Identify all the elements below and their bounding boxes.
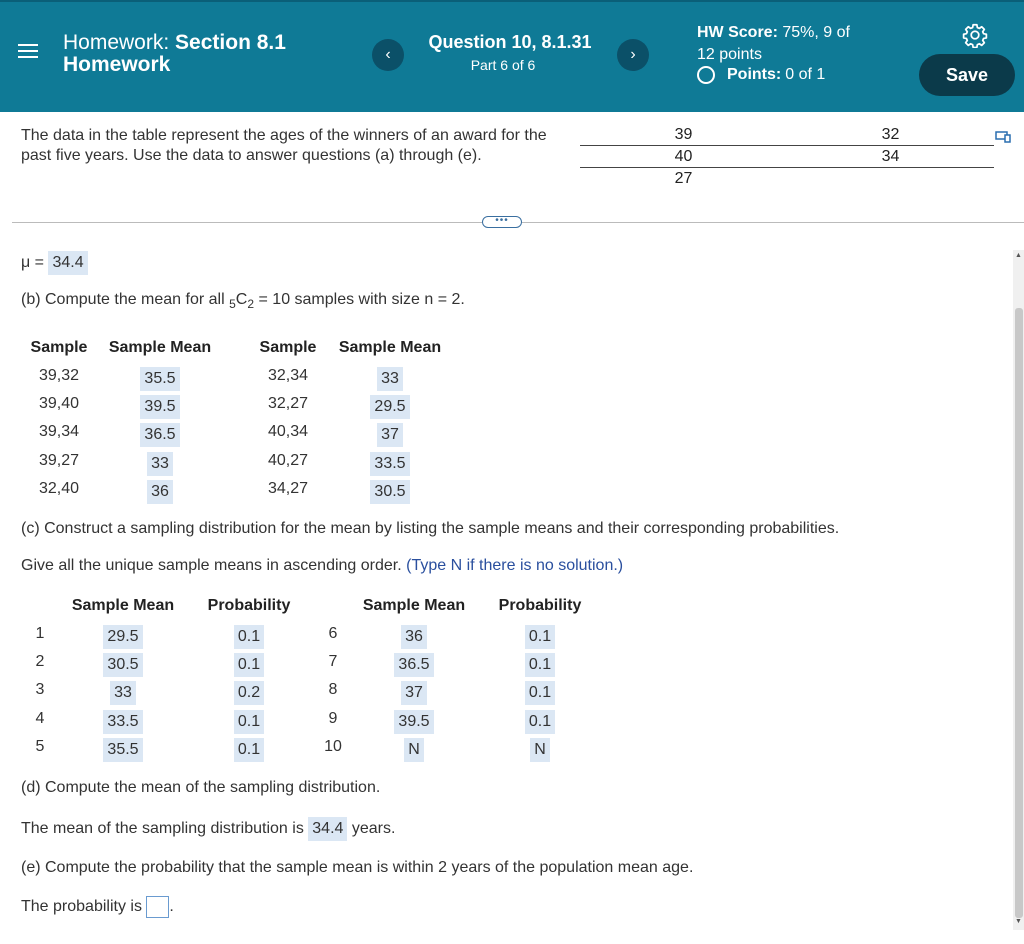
sample-pair (21, 423, 97, 441)
probability-input[interactable] (146, 896, 169, 918)
comb-sub: 2 (247, 297, 255, 312)
dist-mean-answer-value[interactable]: 30.5 (103, 653, 142, 677)
dist-mean-answer[interactable] (68, 653, 178, 677)
sample-mean-answer[interactable] (334, 480, 446, 504)
dist-mean-answer-value[interactable]: 36.5 (394, 653, 433, 677)
circle-icon (697, 66, 715, 84)
sample-pair-value: 32,34 (267, 367, 309, 384)
sample-mean-answer[interactable] (334, 367, 446, 391)
dist-prob-answer[interactable] (490, 625, 590, 649)
dist-mean-answer-value[interactable]: 37 (401, 681, 427, 705)
data-cell (787, 168, 994, 190)
part-d-answer-post: years. (351, 820, 396, 837)
dist-prob-answer-value[interactable]: 0.1 (234, 710, 264, 734)
part-b-prompt (21, 291, 465, 311)
dist-mean-answer[interactable] (358, 653, 470, 677)
row-number-value: 8 (328, 681, 338, 698)
row-number (25, 625, 55, 643)
row-number-value: 4 (35, 710, 45, 727)
hw-section: Section 8.1 (175, 31, 286, 54)
menu-icon[interactable] (18, 40, 38, 60)
header-sample-2: Sample (259, 339, 317, 356)
sample-pair (250, 367, 326, 385)
row-number-value: 3 (35, 681, 45, 698)
next-question-button[interactable]: › (617, 39, 649, 71)
header-dist-mean-2: Sample Mean (362, 597, 466, 614)
comb-c: C (235, 291, 248, 308)
sample-mean-answer[interactable] (104, 367, 216, 391)
sample-mean-answer[interactable] (334, 452, 446, 476)
mu-line (21, 251, 88, 275)
sample-mean-answer[interactable] (104, 480, 216, 504)
points-label: Points: (727, 66, 782, 83)
data-cell: 39 (674, 126, 693, 143)
part-d-answer-pre: The mean of the sampling distribution is (21, 820, 304, 837)
row-number-value: 5 (35, 738, 45, 755)
part-e-answer-pre: The probability is (21, 898, 142, 916)
dist-mean-answer-value[interactable]: N (404, 738, 424, 762)
sample-mean-value[interactable]: 35.5 (140, 367, 179, 391)
points-value: 0 of 1 (785, 66, 826, 83)
sample-mean-value[interactable]: 33 (147, 452, 173, 476)
sample-mean-value[interactable]: 39.5 (140, 395, 179, 419)
sample-pair (250, 480, 326, 498)
dist-prob-answer-value[interactable]: 0.1 (234, 738, 264, 762)
sample-pair (21, 367, 97, 385)
row-number-value: 1 (35, 625, 45, 642)
expand-more-button[interactable]: ••• (482, 216, 522, 228)
dist-mean-answer[interactable] (358, 738, 470, 762)
question-title: Question 10, 8.1.31 (428, 32, 592, 52)
dist-prob-answer[interactable] (200, 625, 298, 649)
hw-line2: Homework (63, 53, 171, 76)
data-cell: 27 (674, 170, 693, 187)
dist-mean-answer-value[interactable]: 35.5 (103, 738, 142, 762)
dist-mean-answer[interactable] (68, 710, 178, 734)
sample-mean-value[interactable]: 37 (377, 423, 403, 447)
dist-mean-answer[interactable] (358, 625, 470, 649)
header-mean-1: Sample Mean (108, 339, 212, 356)
header-dist-mean-1: Sample Mean (71, 597, 175, 614)
dist-prob-answer-value[interactable]: 0.1 (525, 681, 555, 705)
dist-mean-answer-value[interactable]: 33.5 (103, 710, 142, 734)
sample-pair-value: 39,34 (38, 423, 80, 440)
dist-mean-answer-value[interactable]: 29.5 (103, 625, 142, 649)
dist-prob-answer[interactable] (200, 653, 298, 677)
data-cell: 40 (674, 148, 693, 165)
data-cell: 32 (881, 126, 900, 143)
header-sample-1: Sample (30, 339, 88, 356)
part-b-prompt-start: (b) Compute the mean for all (21, 291, 225, 308)
sample-pair-value: 32,40 (38, 480, 80, 497)
hint-text: (Type N if there is no solution.) (406, 557, 624, 574)
distribution-mean-answer[interactable]: 34.4 (308, 817, 347, 841)
sample-pair (21, 452, 97, 470)
part-c-prompt: (c) Construct a sampling distribution for the mean by listing the sample means and their corresponding probabilities. (21, 520, 840, 537)
row-number (315, 625, 351, 643)
row-number (315, 738, 351, 756)
part-d-answer-line (21, 817, 395, 841)
dist-prob-answer-value[interactable]: 0.1 (525, 625, 555, 649)
dist-prob-answer[interactable] (490, 653, 590, 677)
scroll-down-icon[interactable]: ▼ (1015, 918, 1022, 925)
sample-mean-answer[interactable] (104, 452, 216, 476)
question-part: Part 6 of 6 (470, 57, 536, 73)
row-number (315, 681, 351, 699)
dist-mean-answer-value[interactable]: 36 (401, 625, 427, 649)
mu-label: μ = (21, 254, 45, 271)
sample-mean-value[interactable]: 33 (377, 367, 403, 391)
sample-pair-value: 34,27 (267, 480, 309, 497)
hw-score (697, 22, 850, 66)
row-number-value: 6 (328, 625, 338, 642)
dist-prob-answer-value[interactable]: 0.1 (234, 625, 264, 649)
header-dist-prob-1: Probability (207, 597, 291, 614)
comb-pre: 5 (229, 297, 236, 312)
dist-mean-answer[interactable] (68, 681, 178, 705)
part-e-answer-post: . (169, 898, 174, 916)
dist-prob-answer[interactable] (490, 681, 590, 705)
sample-pair (250, 452, 326, 470)
sample-mean-value[interactable]: 36.5 (140, 423, 179, 447)
scroll-up-icon[interactable]: ▲ (1015, 252, 1022, 259)
row-number-value: 7 (328, 653, 338, 670)
sample-mean-value[interactable]: 30.5 (370, 480, 409, 504)
part-c-instruction (21, 557, 623, 575)
hw-prefix: Homework: (63, 31, 170, 54)
dist-prob-answer[interactable] (200, 710, 298, 734)
dist-prob-answer[interactable] (200, 738, 298, 762)
data-row (580, 146, 994, 168)
part-d-prompt: (d) Compute the mean of the sampling distribution. (21, 779, 381, 796)
sample-mean-answer[interactable] (104, 423, 216, 447)
points-display (697, 66, 825, 84)
header-bar (0, 0, 1024, 112)
sample-mean-answer[interactable] (334, 395, 446, 419)
copy-data-icon[interactable] (995, 131, 1011, 143)
dist-mean-answer[interactable] (358, 681, 470, 705)
instruction-text: Give all the unique sample means in ascending order. (21, 557, 402, 574)
sample-mean-answer[interactable] (334, 423, 446, 447)
scrollbar-thumb[interactable] (1015, 308, 1023, 918)
row-number (25, 681, 55, 699)
sample-pair-value: 40,34 (267, 423, 309, 440)
dist-mean-answer[interactable] (358, 710, 470, 734)
row-number-value: 9 (328, 710, 338, 727)
part-b-prompt-end: = 10 samples with size n = 2. (258, 291, 465, 308)
sample-mean-value[interactable]: 33.5 (370, 452, 409, 476)
dist-prob-answer-value[interactable]: 0.1 (525, 653, 555, 677)
score-line2: 12 points (697, 46, 762, 63)
row-number-value: 2 (35, 653, 45, 670)
row-number (315, 653, 351, 671)
score-value: 75%, 9 of (782, 24, 850, 41)
row-number (315, 710, 351, 728)
row-number (25, 738, 55, 756)
sample-pair (250, 395, 326, 413)
header-mean-2: Sample Mean (338, 339, 442, 356)
part-e-prompt: (e) Compute the probability that the sample mean is within 2 years of the population mean age. (21, 859, 694, 876)
homework-title (63, 32, 286, 76)
data-cell: 34 (881, 148, 900, 165)
dist-prob-answer[interactable] (490, 738, 590, 762)
dist-prob-answer-value[interactable]: 0.1 (234, 653, 264, 677)
dist-prob-answer-value[interactable]: N (530, 738, 550, 762)
dist-prob-answer[interactable] (490, 710, 590, 734)
sample-mean-value[interactable]: 29.5 (370, 395, 409, 419)
sample-mean-value[interactable]: 36 (147, 480, 173, 504)
prev-question-button[interactable]: ‹ (372, 39, 404, 71)
dist-prob-answer-value[interactable]: 0.1 (525, 710, 555, 734)
sample-pair-value: 39,40 (38, 395, 80, 412)
mu-answer[interactable]: 34.4 (48, 251, 87, 275)
gear-icon[interactable] (962, 22, 988, 48)
dist-prob-answer[interactable] (200, 681, 298, 705)
intro-text: The data in the table represent the ages of the winners of an award for the past five years. Use the data to answer questions (a) through (e). (21, 127, 547, 164)
dist-mean-answer-value[interactable]: 39.5 (394, 710, 433, 734)
score-label: HW Score: (697, 24, 778, 41)
sample-pair-value: 40,27 (267, 452, 309, 469)
row-number (25, 710, 55, 728)
sample-pair-value: 39,27 (38, 452, 80, 469)
sample-mean-answer[interactable] (104, 395, 216, 419)
row-number (25, 653, 55, 671)
data-row (580, 124, 994, 146)
save-button[interactable]: Save (919, 54, 1015, 96)
data-row (580, 168, 994, 190)
header-dist-prob-2: Probability (498, 597, 582, 614)
age-data-table (580, 124, 994, 190)
sample-pair (21, 395, 97, 413)
sample-pair (21, 480, 97, 498)
row-number-value: 10 (324, 738, 342, 755)
sample-pair (250, 423, 326, 441)
dist-mean-answer-value[interactable]: 33 (110, 681, 136, 705)
sample-pair-value: 32,27 (267, 395, 309, 412)
sample-pair-value: 39,32 (38, 367, 80, 384)
dist-mean-answer[interactable] (68, 625, 178, 649)
part-e-answer-line (21, 896, 174, 918)
dist-prob-answer-value[interactable]: 0.2 (234, 681, 264, 705)
dist-mean-answer[interactable] (68, 738, 178, 762)
